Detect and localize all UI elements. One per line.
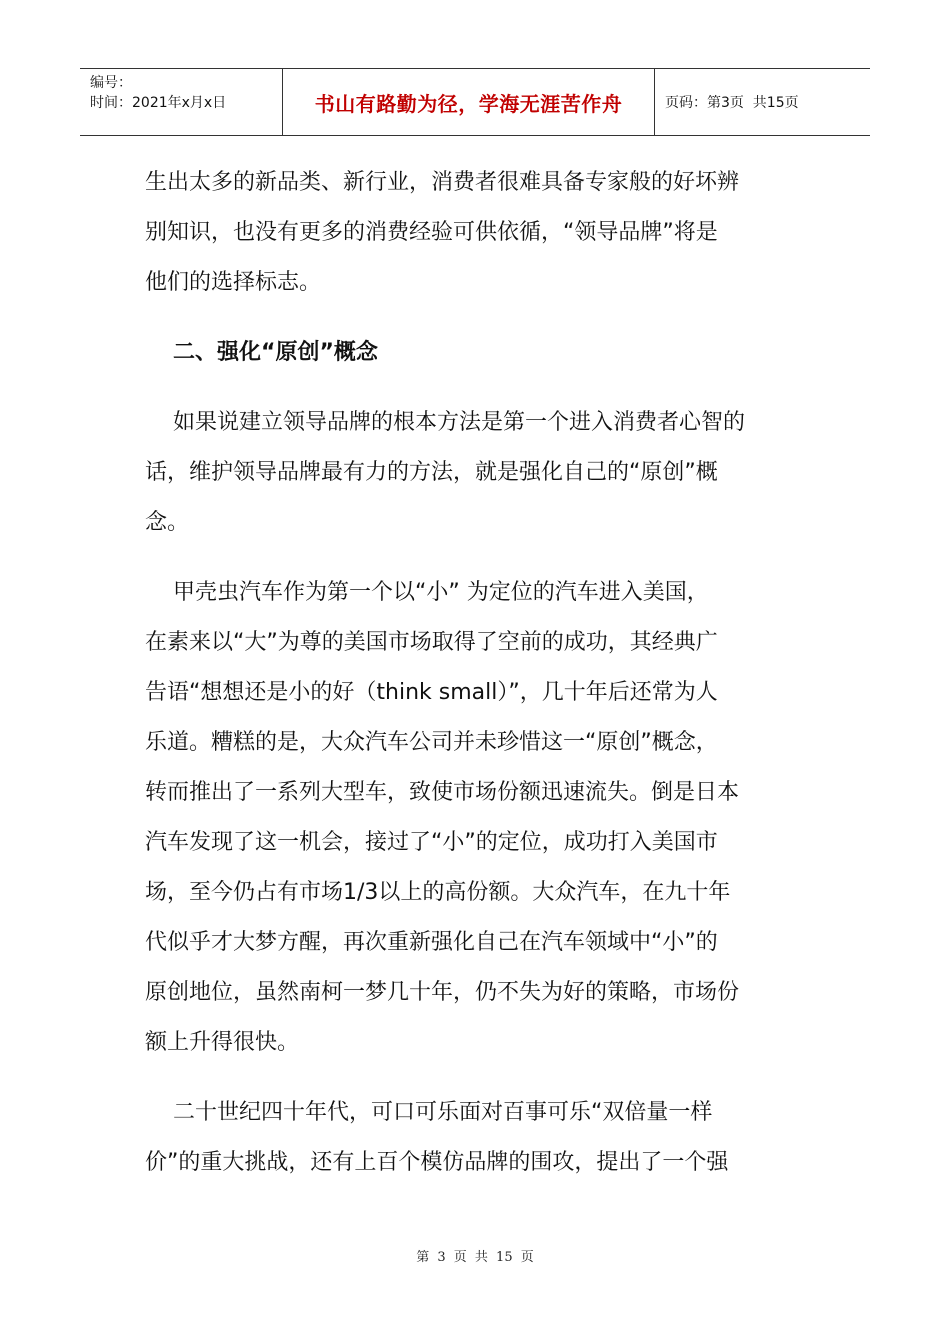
header-meta-cell — [80, 69, 283, 135]
text-line: 二十世纪四十年代，可口可乐面对百事可乐“双倍量一样 — [173, 1100, 713, 1125]
paragraph-1 — [145, 158, 810, 308]
text-line: 甲壳虫汽车作为第一个以“小” 为定位的汽车进入美国， — [173, 580, 709, 605]
text-line: 转而推出了一系列大型车，致使市场份额迅速流失。倒是日本 — [145, 780, 740, 805]
header-page-info: 页码：第3页 共15页 — [665, 95, 799, 111]
text-line: 代似乎才大梦方醒，再次重新强化自己在汽车领域中“小”的 — [145, 930, 718, 955]
text-line: 价”的重大挑战，还有上百个模仿品牌的围攻，提出了一个强 — [145, 1150, 729, 1175]
text-line: 乐道。糟糕的是，大众汽车公司并未珍惜这一“原创”概念， — [145, 730, 718, 755]
text-line: 如果说建立领导品牌的根本方法是第一个进入消费者心智的 — [173, 410, 746, 435]
text-line: 在素来以“大”为尊的美国市场取得了空前的成功，其经典广 — [145, 630, 718, 655]
page-header — [80, 68, 870, 136]
section-heading: 二、强化“原创”概念 — [173, 340, 378, 365]
text-line: 别知识，也没有更多的消费经验可供依循，“领导品牌”将是 — [145, 220, 718, 245]
text-line: 念。 — [145, 510, 190, 535]
paragraph-3 — [145, 568, 810, 1068]
paragraph-2 — [145, 398, 810, 548]
text-line: 场，至今仍占有市场1/3以上的高份额。大众汽车，在九十年 — [145, 880, 731, 905]
text-line: 告语“想想还是小的好（think small）”，几十年后还常为人 — [145, 680, 718, 705]
header-motto: 书山有路勤为径，学海无涯苦作舟 — [283, 69, 655, 135]
paragraph-4 — [145, 1088, 810, 1188]
text-line: 生出太多的新品类、新行业，消费者很难具备专家般的好坏辨 — [145, 170, 740, 195]
page-footer: 第 3 页 共 15 页 — [416, 1250, 534, 1265]
text-line: 话，维护领导品牌最有力的方法，就是强化自己的“原创”概 — [145, 460, 718, 485]
text-line: 汽车发现了这一机会，接过了“小”的定位，成功打入美国市 — [145, 830, 718, 855]
date-label: 时间：2021年x月x日 — [90, 95, 227, 111]
header-page-info-cell — [655, 69, 870, 135]
text-line: 原创地位，虽然南柯一梦几十年，仍不失为好的策略，市场份 — [145, 980, 740, 1005]
serial-number-label: 编号： — [90, 75, 132, 91]
document-body — [145, 158, 810, 1208]
text-line: 他们的选择标志。 — [145, 270, 322, 295]
text-line: 额上升得很快。 — [145, 1030, 300, 1055]
